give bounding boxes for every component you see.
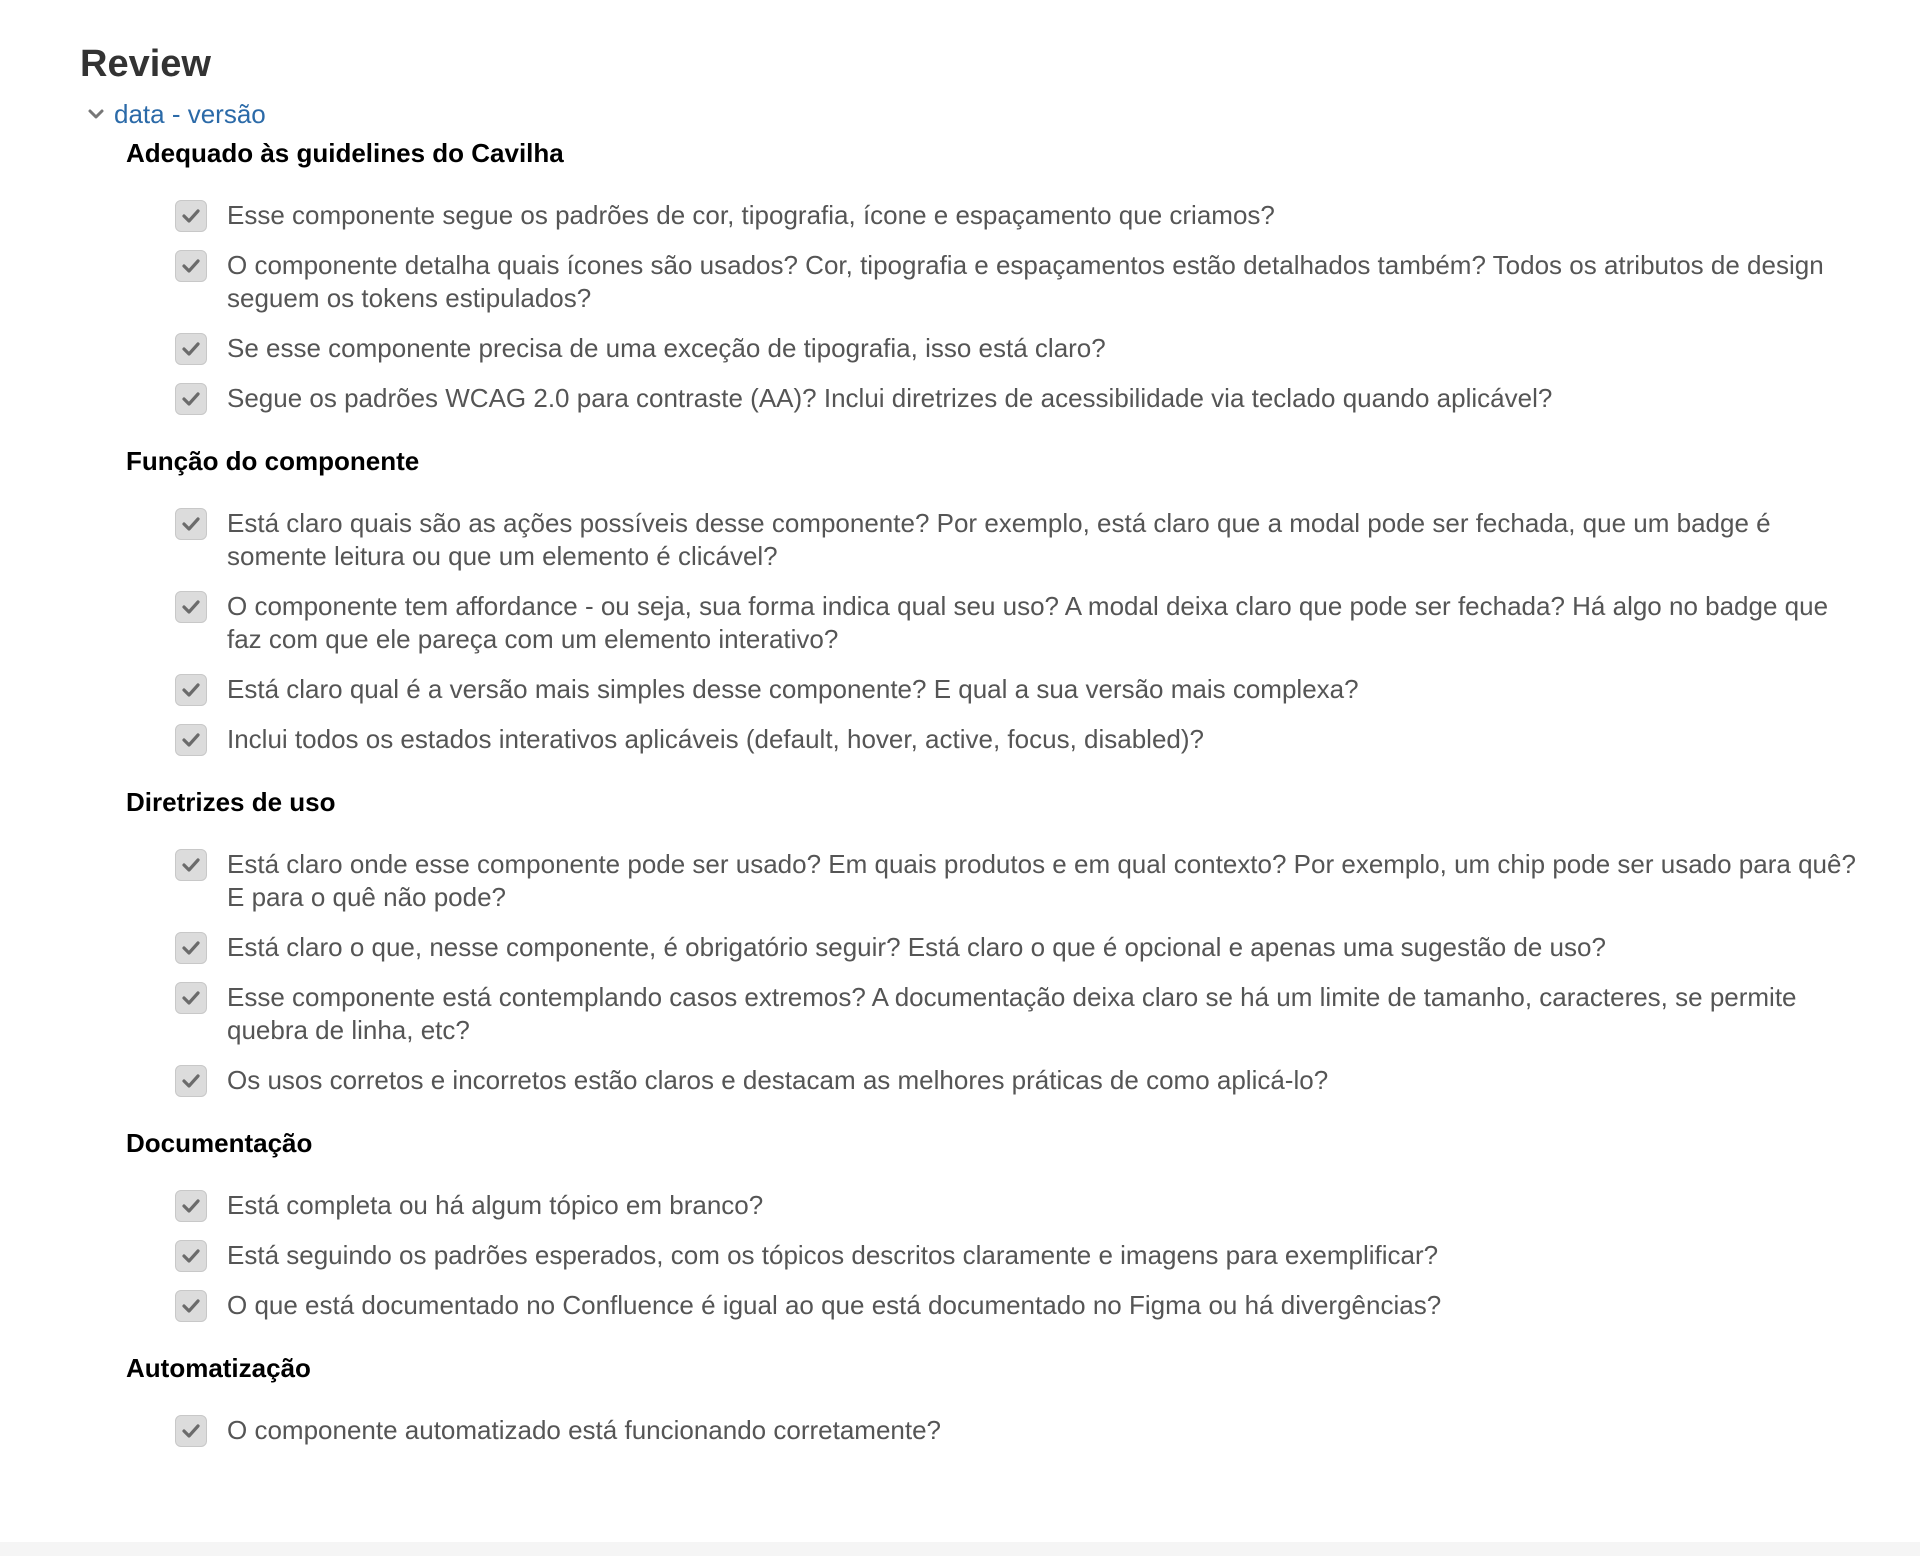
checkmark-icon (181, 732, 201, 748)
checklist-section (126, 1350, 1860, 1447)
checklist-item (175, 931, 1860, 964)
checkbox-checked[interactable] (175, 1190, 207, 1222)
checkmark-icon (181, 1298, 201, 1314)
checklist-item (175, 1064, 1860, 1097)
section-title: Função do componente (126, 446, 420, 476)
checkbox-checked[interactable] (175, 333, 207, 365)
checkmark-icon (181, 1198, 201, 1214)
checklist (126, 848, 1860, 1097)
section-title: Automatização (126, 1353, 311, 1383)
checklist-item-text: Esse componente segue os padrões de cor, tipografia, ícone e espaçamento que criamos? (227, 200, 1275, 230)
checklist-item-text: Segue os padrões WCAG 2.0 para contraste (AA)? Inclui diretrizes de acessibilidade via teclado quando aplicável? (227, 383, 1553, 413)
checkbox-checked[interactable] (175, 508, 207, 540)
checkbox-checked[interactable] (175, 383, 207, 415)
checklist-item (175, 332, 1860, 365)
checkmark-icon (181, 940, 201, 956)
checklist-item-text: O componente automatizado está funcionando corretamente? (227, 1415, 942, 1445)
checklist-item-text: O componente tem affordance - ou seja, sua forma indica qual seu uso? A modal deixa claro que pode ser fechada? Há algo no badge que faz com que ele pareça com um elemento interativo? (227, 591, 1829, 654)
review-page (80, 38, 1860, 1475)
checkbox-checked[interactable] (175, 1415, 207, 1447)
checkbox-checked[interactable] (175, 200, 207, 232)
checklist-item-text: Está claro o que, nesse componente, é obrigatório seguir? Está claro o que é opcional e apenas uma sugestão de uso? (227, 932, 1606, 962)
checkmark-icon (181, 258, 201, 274)
expand-label[interactable]: data - versão (114, 99, 266, 129)
checkbox-checked[interactable] (175, 1065, 207, 1097)
chevron-down-icon (86, 104, 106, 124)
checkbox-checked[interactable] (175, 849, 207, 881)
checkmark-icon (181, 1423, 201, 1439)
checkmark-icon (181, 990, 201, 1006)
checklist-sections (126, 135, 1860, 1447)
checklist-item-text: Está claro qual é a versão mais simples desse componente? E qual a sua versão mais complexa? (227, 674, 1359, 704)
checklist-item-text: Está seguindo os padrões esperados, com os tópicos descritos claramente e imagens para exemplificar? (227, 1240, 1439, 1270)
checklist-section (126, 135, 1860, 415)
checkbox-checked[interactable] (175, 982, 207, 1014)
checklist-item-text: Está claro onde esse componente pode ser usado? Em quais produtos e em qual contexto? Por exemplo, um chip pode ser usado para quê? E para o quê não pode? (227, 849, 1856, 912)
checkmark-icon (181, 208, 201, 224)
checkmark-icon (181, 516, 201, 532)
checkmark-icon (181, 1248, 201, 1264)
checkbox-checked[interactable] (175, 724, 207, 756)
checkmark-icon (181, 682, 201, 698)
checklist-item (175, 382, 1860, 415)
checklist-item-text: O que está documentado no Confluence é igual ao que está documentado no Figma ou há divergências? (227, 1290, 1442, 1320)
section-title: Diretrizes de uso (126, 787, 336, 817)
checkmark-icon (181, 857, 201, 873)
checklist-item-text: Se esse componente precisa de uma exceção de tipografia, isso está claro? (227, 333, 1106, 363)
checklist (126, 1414, 1860, 1447)
checkmark-icon (181, 341, 201, 357)
checklist-section (126, 443, 1860, 756)
checklist-item (175, 981, 1860, 1047)
section-title: Adequado às guidelines do Cavilha (126, 138, 564, 168)
checkmark-icon (181, 599, 201, 615)
checklist-item-text: O componente detalha quais ícones são usados? Cor, tipografia e espaçamentos estão detalhados também? Todos os atributos de design seguem os tokens estipulados? (227, 250, 1824, 313)
checklist-item-text: Está claro quais são as ações possíveis desse componente? Por exemplo, está claro que a modal pode ser fechada, que um badge é somente leitura ou que um elemento é clicável? (227, 508, 1771, 571)
checklist-item-text: Inclui todos os estados interativos aplicáveis (default, hover, active, focus, disabled)? (227, 724, 1204, 754)
checkbox-checked[interactable] (175, 591, 207, 623)
page-title: Review (80, 43, 211, 85)
checklist-section (126, 1125, 1860, 1322)
checklist-section (126, 784, 1860, 1097)
checkbox-checked[interactable] (175, 1240, 207, 1272)
checklist (126, 507, 1860, 756)
checklist-item-text: Os usos corretos e incorretos estão claros e destacam as melhores práticas de como aplicá-lo? (227, 1065, 1329, 1095)
bottom-strip (0, 1542, 1920, 1556)
checklist-item (175, 507, 1860, 573)
checklist-item (175, 1289, 1860, 1322)
checkmark-icon (181, 391, 201, 407)
checkbox-checked[interactable] (175, 674, 207, 706)
expand-toggle[interactable] (86, 96, 1860, 132)
checklist-item (175, 1414, 1860, 1447)
checklist-item (175, 673, 1860, 706)
checkbox-checked[interactable] (175, 1290, 207, 1322)
checklist-item (175, 848, 1860, 914)
checklist-item (175, 199, 1860, 232)
checkbox-checked[interactable] (175, 932, 207, 964)
checklist (126, 199, 1860, 415)
section-title: Documentação (126, 1128, 313, 1158)
checklist-item (175, 723, 1860, 756)
checklist-item (175, 249, 1860, 315)
checklist (126, 1189, 1860, 1322)
checkbox-checked[interactable] (175, 250, 207, 282)
checklist-item (175, 1239, 1860, 1272)
checklist-item (175, 1189, 1860, 1222)
checklist-item-text: Esse componente está contemplando casos extremos? A documentação deixa claro se há um limite de tamanho, caracteres, se permite quebra de linha, etc? (227, 982, 1797, 1045)
checklist-item (175, 590, 1860, 656)
checkmark-icon (181, 1073, 201, 1089)
checklist-item-text: Está completa ou há algum tópico em branco? (227, 1190, 764, 1220)
